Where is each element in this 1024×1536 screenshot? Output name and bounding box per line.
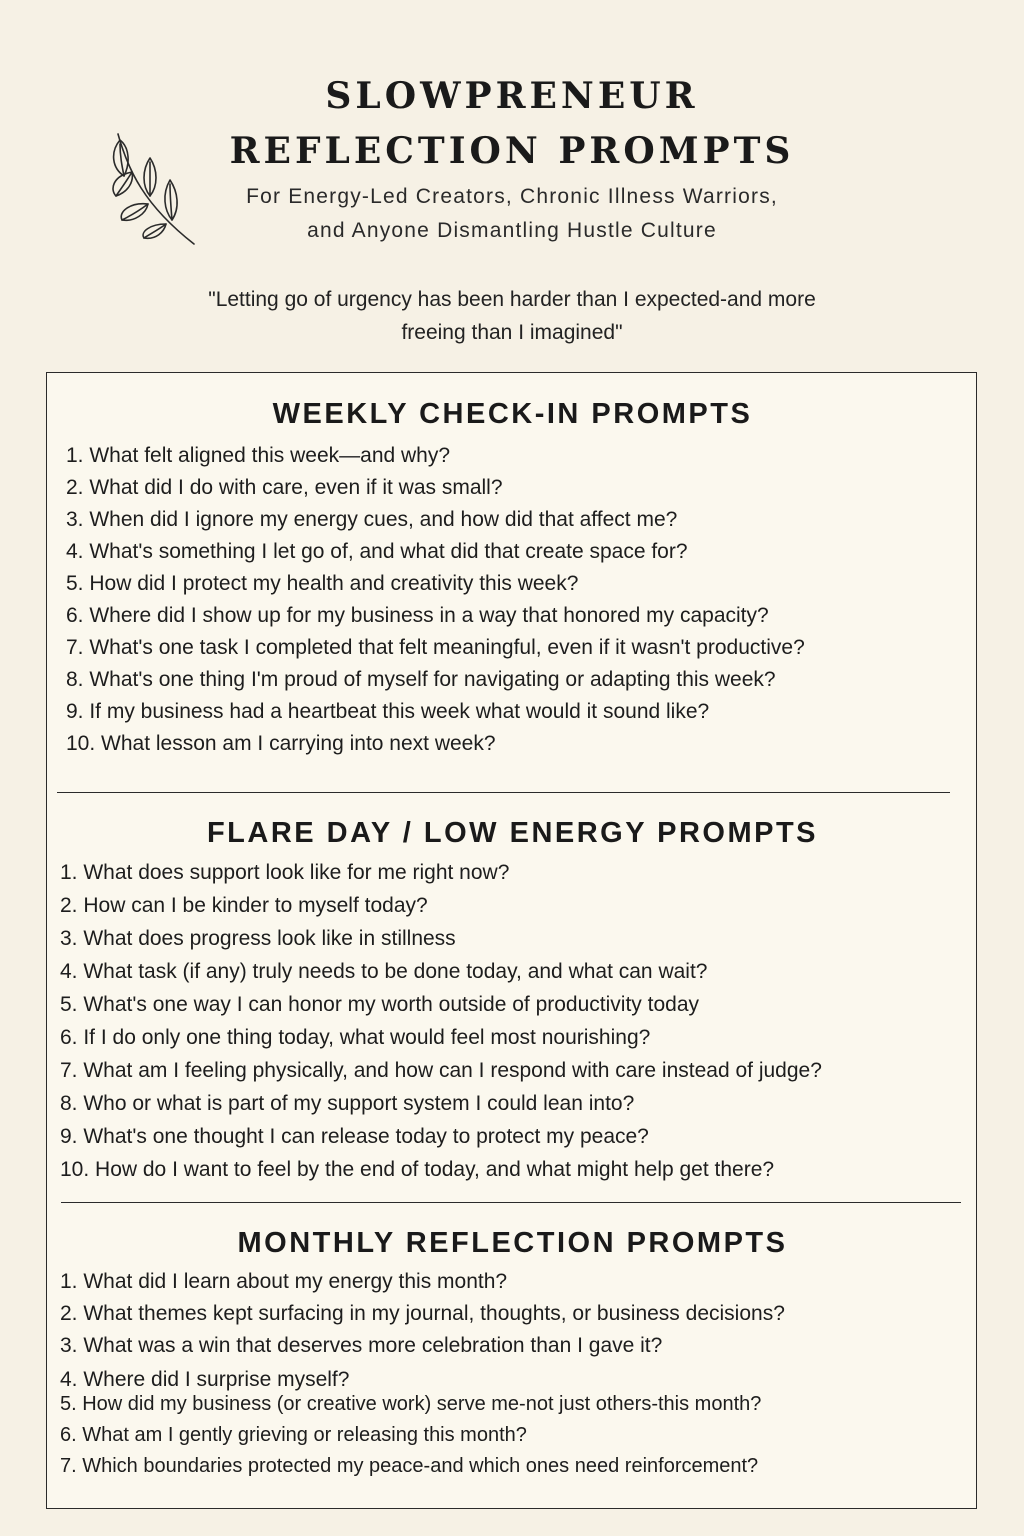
list-item: 7. What's one task I completed that felt meaningful, even if it wasn't productive? <box>66 636 805 659</box>
list-item: 5. How did I protect my health and creativity this week? <box>66 572 579 595</box>
list-item: 4. What's something I let go of, and what did that create space for? <box>66 540 688 563</box>
list-item: 2. What did I do with care, even if it was small? <box>66 476 503 499</box>
section-title-monthly: MONTHLY REFLECTION PROMPTS <box>237 1227 788 1259</box>
list-item: 8. Who or what is part of my support system I could lean into? <box>60 1092 635 1115</box>
list-item: 6. If I do only one thing today, what would feel most nourishing? <box>60 1026 651 1049</box>
list-item: 6. What am I gently grieving or releasing this month? <box>60 1424 527 1446</box>
subtitle-line2: and Anyone Dismantling Hustle Culture <box>307 219 717 242</box>
list-item: 10. How do I want to feel by the end of today, and what might help get there? <box>60 1158 775 1181</box>
list-item: 6. Where did I show up for my business in a way that honored my capacity? <box>66 604 769 627</box>
list-item: 9. If my business had a heartbeat this week what would it sound like? <box>66 700 710 723</box>
page-title-line2: REFLECTION PROMPTS <box>229 130 795 172</box>
list-item: 8. What's one thing I'm proud of myself for navigating or adapting this week? <box>66 668 776 691</box>
section-title-flare-day: FLARE DAY / LOW ENERGY PROMPTS <box>206 817 819 849</box>
section-divider <box>61 1202 961 1203</box>
list-item: 1. What does support look like for me right now? <box>60 861 510 884</box>
section-title-weekly: WEEKLY CHECK-IN PROMPTS <box>272 398 753 430</box>
list-item: 1. What did I learn about my energy this month? <box>60 1270 508 1293</box>
subtitle-line1: For Energy-Led Creators, Chronic Illness Warriors, <box>246 185 778 208</box>
list-item: 10. What lesson am I carrying into next week? <box>66 732 496 755</box>
list-item: 2. How can I be kinder to myself today? <box>60 894 428 917</box>
list-item: 5. What's one way I can honor my worth outside of productivity today <box>60 993 699 1016</box>
quote-line1: "Letting go of urgency has been harder than I expected-and more <box>208 288 816 311</box>
prompts-box <box>46 372 977 1509</box>
list-item: 7. Which boundaries protected my peace-and which ones need reinforcement? <box>60 1455 759 1477</box>
section-divider <box>57 792 950 793</box>
page-title-line1: SLOWPRENEUR <box>325 75 699 117</box>
list-item: 4. Where did I surprise myself? <box>60 1368 350 1391</box>
list-item: 3. When did I ignore my energy cues, and how did that affect me? <box>66 508 678 531</box>
list-item: 4. What task (if any) truly needs to be done today, and what can wait? <box>60 960 708 983</box>
list-item: 1. What felt aligned this week—and why? <box>66 444 451 467</box>
quote-line2: freeing than I imagined" <box>401 321 623 344</box>
list-item: 3. What does progress look like in stillness <box>60 927 456 950</box>
list-item: 7. What am I feeling physically, and how can I respond with care instead of judge? <box>60 1059 822 1082</box>
list-item: 3. What was a win that deserves more celebration than I gave it? <box>60 1334 663 1357</box>
list-item: 9. What's one thought I can release today to protect my peace? <box>60 1125 649 1148</box>
header <box>0 0 1024 372</box>
list-item: 5. How did my business (or creative work) serve me-not just others-this month? <box>60 1393 762 1415</box>
list-item: 2. What themes kept surfacing in my journal, thoughts, or business decisions? <box>60 1302 785 1325</box>
